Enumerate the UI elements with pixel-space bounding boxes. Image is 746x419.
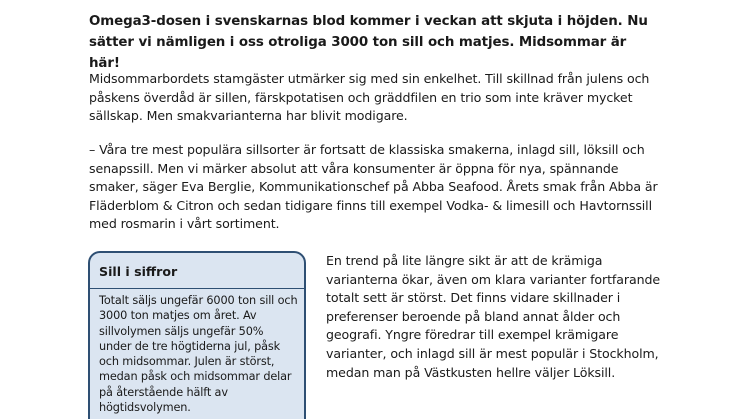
article-paragraph-intro: Midsommarbordets stamgäster utmärker sig med sin enkelhet. Till skillnad från julens och påskens överdåd är sillen, färskpotatisen och gräddfilen en trio som inte kräver mycket sällskap. Men smakvarianterna har blivit modigare.: [89, 71, 650, 124]
article-paragraph-quote: – Våra tre mest populära sillsorter är fortsatt de klassiska smakerna, inlagd sill, löksill och senapssill. Men vi märker absolut att våra konsumenter är öppna för nya, spännande smaker, säger Eva Berglie, Kommunikationschef på Abba Seafood. Årets smak från Abba är Fläderblom & Citron och sedan tidigare finns till exempel Vodka- & limesill och Havtornssill med rosmarin i vårt sortiment.: [89, 142, 658, 232]
fact-box-body: Totalt säljs ungefär 6000 ton sill och 3000 ton matjes om året. Av sillvolymen säljs ungefär 50% under de tre högtiderna jul, påsk och midsommar. Julen är störst, medan påsk och midsommar delar på återstående hälft av högtidsvolymen.: [99, 294, 298, 415]
fact-box-title: Sill i siffror: [99, 264, 178, 279]
article-paragraph-trend: En trend på lite längre sikt är att de krämiga varianterna ökar, även om klara varianter fortfarande totalt sett är störst. Det finns vidare skillnader i preferenser beroende på bland annat ålder och geografi. Yngre föredrar till exempel krämigare varianter, och inlagd sill är mest populär i Stockholm, medan man på Västkusten hellre väljer Löksill.: [326, 253, 660, 380]
article-headline: Omega3-dosen i svenskarnas blod kommer i veckan att skjuta i höjden. Nu sätter vi nämligen i oss otroliga 3000 ton sill och matjes. Midsommar är här!: [89, 14, 648, 71]
fact-box: [88, 251, 306, 419]
fact-box-divider: [90, 288, 304, 289]
